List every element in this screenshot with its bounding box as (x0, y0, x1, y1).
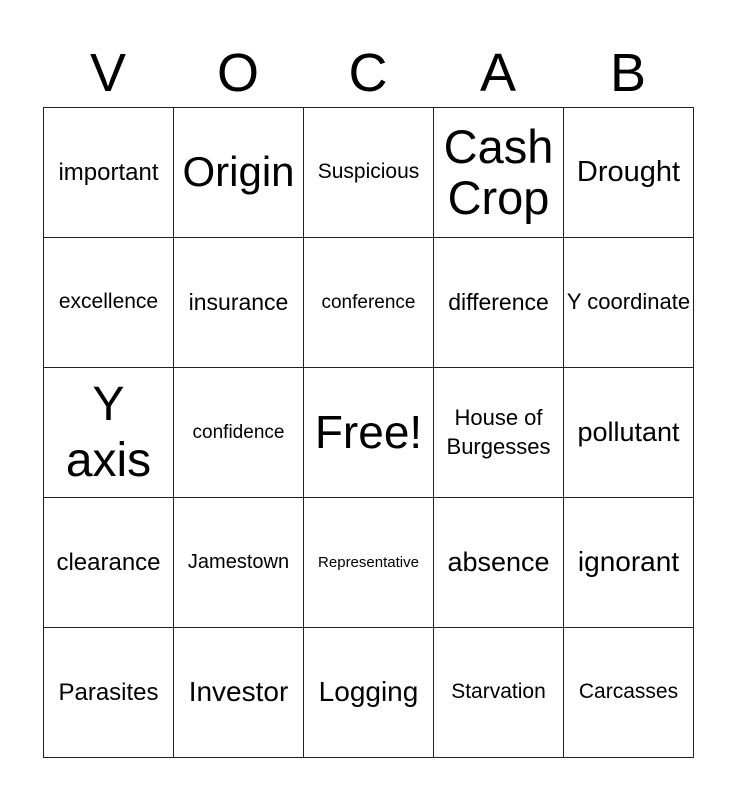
cell-label: Origin (182, 148, 295, 196)
cell-label: Free! (314, 406, 423, 459)
bingo-cell[interactable] (44, 238, 174, 368)
bingo-cell[interactable] (174, 368, 304, 498)
header-letter-v: V (89, 43, 127, 103)
bingo-cell[interactable] (564, 108, 694, 238)
cell-label: insurance (188, 289, 289, 316)
cell-label: Logging (318, 676, 419, 708)
bingo-cell[interactable] (174, 498, 304, 628)
bingo-cell[interactable] (174, 108, 304, 238)
bingo-cell[interactable] (304, 628, 434, 758)
cell-label: difference (448, 289, 549, 316)
bingo-cell[interactable] (434, 108, 564, 238)
bingo-cell[interactable] (564, 238, 694, 368)
cell-label: Investor (188, 676, 289, 708)
bingo-cell[interactable] (564, 368, 694, 498)
cell-label: Cash Crop (443, 119, 554, 224)
cell-label: pollutant (577, 416, 680, 447)
bingo-cell[interactable] (434, 628, 564, 758)
cell-label: Parasites (58, 678, 159, 706)
header-letter-o: O (216, 43, 259, 103)
cell-label: Drought (576, 155, 681, 188)
bingo-cell[interactable] (44, 108, 174, 238)
cell-label: Y axis (65, 378, 152, 487)
bingo-cell[interactable] (44, 368, 174, 498)
bingo-cell[interactable] (44, 498, 174, 628)
bingo-cell[interactable] (434, 498, 564, 628)
cell-label: Y coordinate (566, 289, 691, 315)
cell-label: ignorant (577, 546, 680, 578)
cell-label: Representative (318, 553, 419, 571)
free-space[interactable] (304, 368, 434, 498)
bingo-cell[interactable] (304, 498, 434, 628)
bingo-cell[interactable] (564, 498, 694, 628)
bingo-cell[interactable] (174, 238, 304, 368)
bingo-board (43, 107, 694, 758)
bingo-cell[interactable] (174, 628, 304, 758)
bingo-cell[interactable] (44, 628, 174, 758)
bingo-cell[interactable] (564, 628, 694, 758)
bingo-header (43, 40, 693, 106)
cell-label: Jamestown (187, 551, 290, 573)
cell-label: Starvation (451, 680, 546, 704)
cell-label: important (58, 158, 159, 186)
cell-label: conference (321, 291, 416, 313)
header-letter-b: B (609, 43, 647, 103)
header-letter-c: C (348, 43, 388, 103)
cell-label: House of Burgesses (446, 404, 551, 459)
bingo-cell[interactable] (434, 368, 564, 498)
cell-label: Carcasses (578, 680, 679, 704)
bingo-cell[interactable] (434, 238, 564, 368)
header-letter-a: A (479, 43, 517, 103)
cell-label: Suspicious (317, 160, 420, 184)
cell-label: confidence (192, 421, 285, 443)
cell-label: clearance (56, 548, 161, 576)
bingo-cell[interactable] (304, 108, 434, 238)
cell-label: excellence (58, 290, 159, 314)
bingo-cell[interactable] (304, 238, 434, 368)
cell-label: absence (447, 546, 550, 577)
